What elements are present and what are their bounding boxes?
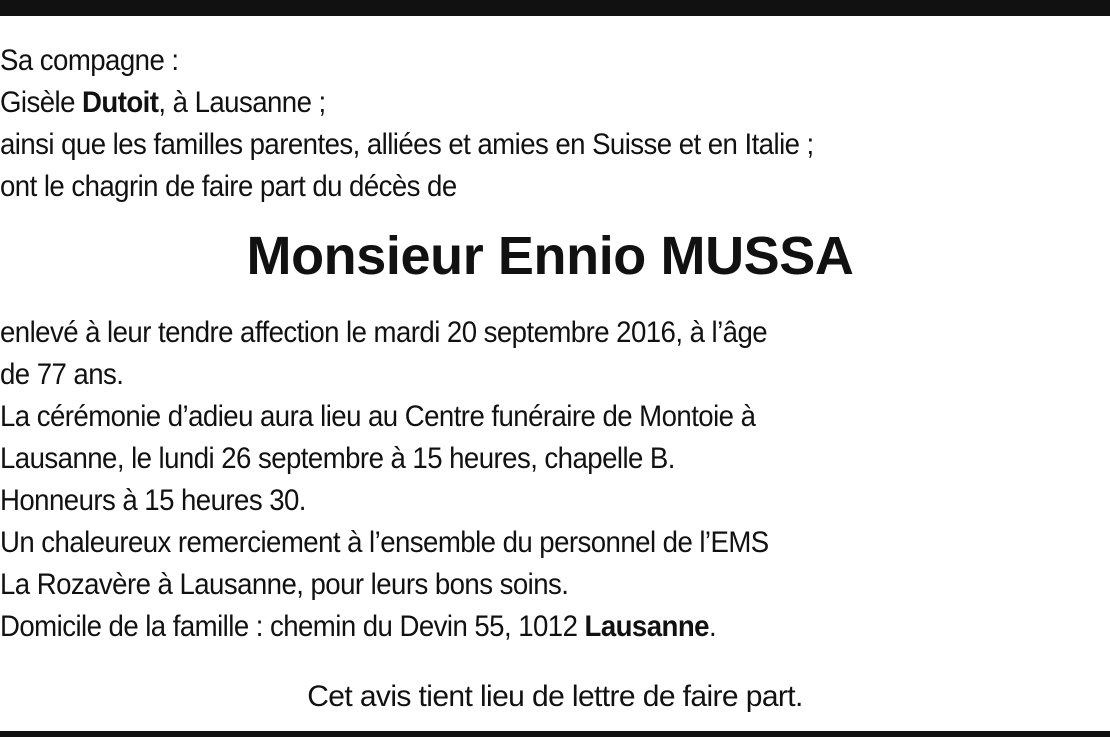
body-line: Un chaleureux remerciement à l’ensemble du personnel de l’EMS	[0, 526, 769, 559]
body-line: Honneurs à 15 heures 30.	[0, 484, 306, 517]
body-line: Lausanne, le lundi 26 septembre à 15 heures, chapelle B.	[0, 442, 675, 475]
family-text: Gisèle	[0, 86, 83, 119]
family-line: ont le chagrin de faire part du décès de	[0, 170, 457, 203]
family-text: , à Lausanne ;	[158, 86, 326, 119]
body-line: enlevé à leur tendre affection le mardi 20 septembre 2016, à l’âge	[0, 316, 768, 349]
body-line: La Rozavère à Lausanne, pour leurs bons soins.	[0, 568, 569, 601]
family-line: Sa compagne :	[0, 44, 179, 77]
family-line	[0, 82, 1012, 124]
top-border-rule	[0, 0, 1110, 16]
bottom-border-rule	[0, 731, 1110, 737]
family-line: ainsi que les familles parentes, alliées et amies en Suisse et en Italie ;	[0, 128, 814, 161]
domicile-text: .	[708, 610, 717, 643]
domicile-line	[0, 606, 1012, 648]
family-surname: Dutoit	[82, 86, 159, 119]
closing-note: Cet avis tient lieu de lettre de faire part.	[307, 680, 803, 713]
domicile-text: Domicile de la famille : chemin du Devin 55, 1012	[0, 610, 585, 643]
body-line: La cérémonie d’adieu aura lieu au Centre funéraire de Montoie à	[0, 400, 756, 433]
deceased-name: Monsieur Ennio MUSSA	[246, 226, 854, 286]
domicile-city: Lausanne	[584, 610, 709, 643]
obituary-notice	[0, 40, 1100, 648]
body-line: de 77 ans.	[0, 358, 124, 391]
